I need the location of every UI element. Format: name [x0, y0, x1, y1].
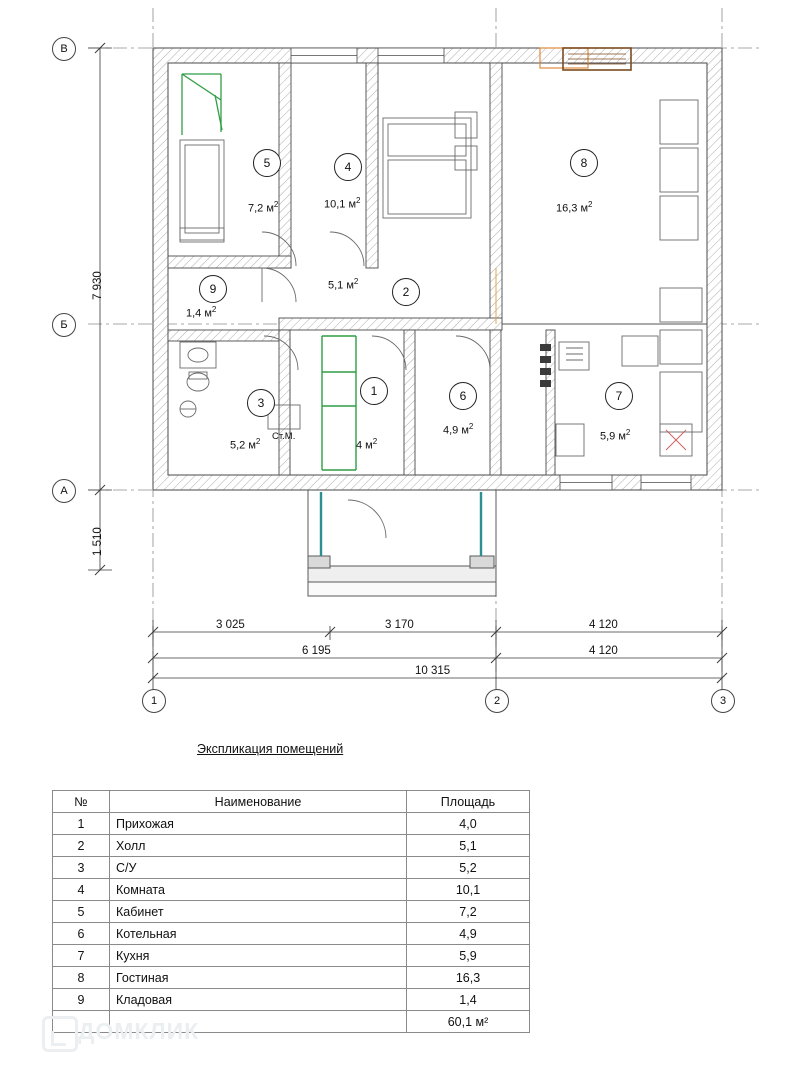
row-num: 7 [53, 945, 110, 967]
room-area-6-value: 4,9 м [443, 424, 469, 437]
room-number-7: 7 [605, 382, 633, 410]
row-area: 10,1 [407, 879, 530, 901]
room-area-2 [328, 277, 358, 292]
table-row [53, 813, 530, 835]
header-num: № [53, 791, 110, 813]
row-name: Кухня [110, 945, 407, 967]
room-area-9-sup: 2 [211, 305, 217, 314]
dimension-4120-top: 4 120 [589, 619, 618, 631]
dimension-3025: 3 025 [216, 619, 245, 631]
axis-bubble-h-2: 3 [711, 689, 735, 713]
row-num: 8 [53, 967, 110, 989]
row-name: Котельная [110, 923, 407, 945]
row-name: Кабинет [110, 901, 407, 923]
room-number-5: 5 [253, 149, 281, 177]
vertical-dimension-total: 7 930 [92, 271, 104, 300]
vertical-dimension-porch: 1 510 [92, 527, 104, 556]
table-row [53, 901, 530, 923]
table-row [53, 835, 530, 857]
table-row [53, 857, 530, 879]
axis-bubble-h-1: 2 [485, 689, 509, 713]
room-number-1: 1 [360, 377, 388, 405]
room-number-6: 6 [449, 382, 477, 410]
room-area-7-sup: 2 [625, 428, 631, 437]
dimension-3170: 3 170 [385, 619, 414, 631]
explication-table [52, 790, 530, 1033]
row-num: 6 [53, 923, 110, 945]
row-name: Кладовая [110, 989, 407, 1011]
row-name: Прихожая [110, 813, 407, 835]
room-area-5-sup: 2 [273, 200, 279, 209]
row-area: 5,1 [407, 835, 530, 857]
room-number-2: 2 [392, 278, 420, 306]
row-area: 5,2 [407, 857, 530, 879]
room-area-8 [556, 200, 592, 215]
watermark-logo-icon [42, 1016, 78, 1052]
total-area: 60,1 м² [407, 1011, 530, 1033]
axis-bubble-v-2: А [52, 479, 76, 503]
room-area-6 [443, 422, 473, 437]
row-area: 1,4 [407, 989, 530, 1011]
room-area-1-sup: 2 [372, 437, 378, 446]
header-area: Площадь [407, 791, 530, 813]
room-number-4: 4 [334, 153, 362, 181]
dimension-total-10315: 10 315 [415, 665, 451, 677]
row-name: С/У [110, 857, 407, 879]
table-row [53, 967, 530, 989]
table-header-row [53, 791, 530, 813]
table-row [53, 989, 530, 1011]
row-area: 4,0 [407, 813, 530, 835]
row-area: 4,9 [407, 923, 530, 945]
watermark-text: ДОМКЛИК [78, 1018, 200, 1044]
room-area-7-value: 5,9 м [600, 430, 626, 443]
room-area-3-sup: 2 [255, 437, 261, 446]
room-area-2-sup: 2 [353, 277, 359, 286]
room-area-3 [230, 437, 260, 452]
explication-title: Экспликация помещений [197, 742, 344, 756]
dimension-6195: 6 195 [302, 645, 331, 657]
row-name: Холл [110, 835, 407, 857]
row-num: 3 [53, 857, 110, 879]
axis-bubble-h-0: 1 [142, 689, 166, 713]
room-area-4 [324, 196, 360, 211]
room-number-3: 3 [247, 389, 275, 417]
row-name: Гостиная [110, 967, 407, 989]
row-name: Комната [110, 879, 407, 901]
room-area-5-value: 7,2 м [248, 202, 274, 215]
room-area-9-value: 1,4 м [186, 307, 212, 320]
row-area: 16,3 [407, 967, 530, 989]
room-area-4-sup: 2 [356, 196, 361, 205]
room-area-9 [186, 305, 216, 320]
room-area-1-value: 4 м [356, 439, 373, 452]
room-area-7 [600, 428, 630, 443]
row-area: 5,9 [407, 945, 530, 967]
table-row [53, 879, 530, 901]
axis-bubble-v-1: Б [52, 313, 76, 337]
room-area-1 [356, 437, 377, 452]
dimension-4120-bottom: 4 120 [589, 645, 618, 657]
row-num: 9 [53, 989, 110, 1011]
room-area-8-value: 16,3 м [556, 202, 589, 215]
row-num: 2 [53, 835, 110, 857]
row-num: 5 [53, 901, 110, 923]
room-area-8-sup: 2 [588, 200, 593, 209]
room-area-3-value: 5,2 м [230, 439, 256, 452]
room-area-4-value: 10,1 м [324, 198, 357, 211]
room-area-6-sup: 2 [468, 422, 474, 431]
axis-bubble-v-0: В [52, 37, 76, 61]
row-num: 4 [53, 879, 110, 901]
table-row [53, 945, 530, 967]
washing-machine-label: Ст.М. [272, 431, 296, 442]
header-name: Наименование [110, 791, 407, 813]
room-number-8: 8 [570, 149, 598, 177]
room-area-5 [248, 200, 278, 215]
table-row [53, 923, 530, 945]
room-area-2-value: 5,1 м [328, 279, 354, 292]
row-area: 7,2 [407, 901, 530, 923]
row-num: 1 [53, 813, 110, 835]
room-number-9: 9 [199, 275, 227, 303]
